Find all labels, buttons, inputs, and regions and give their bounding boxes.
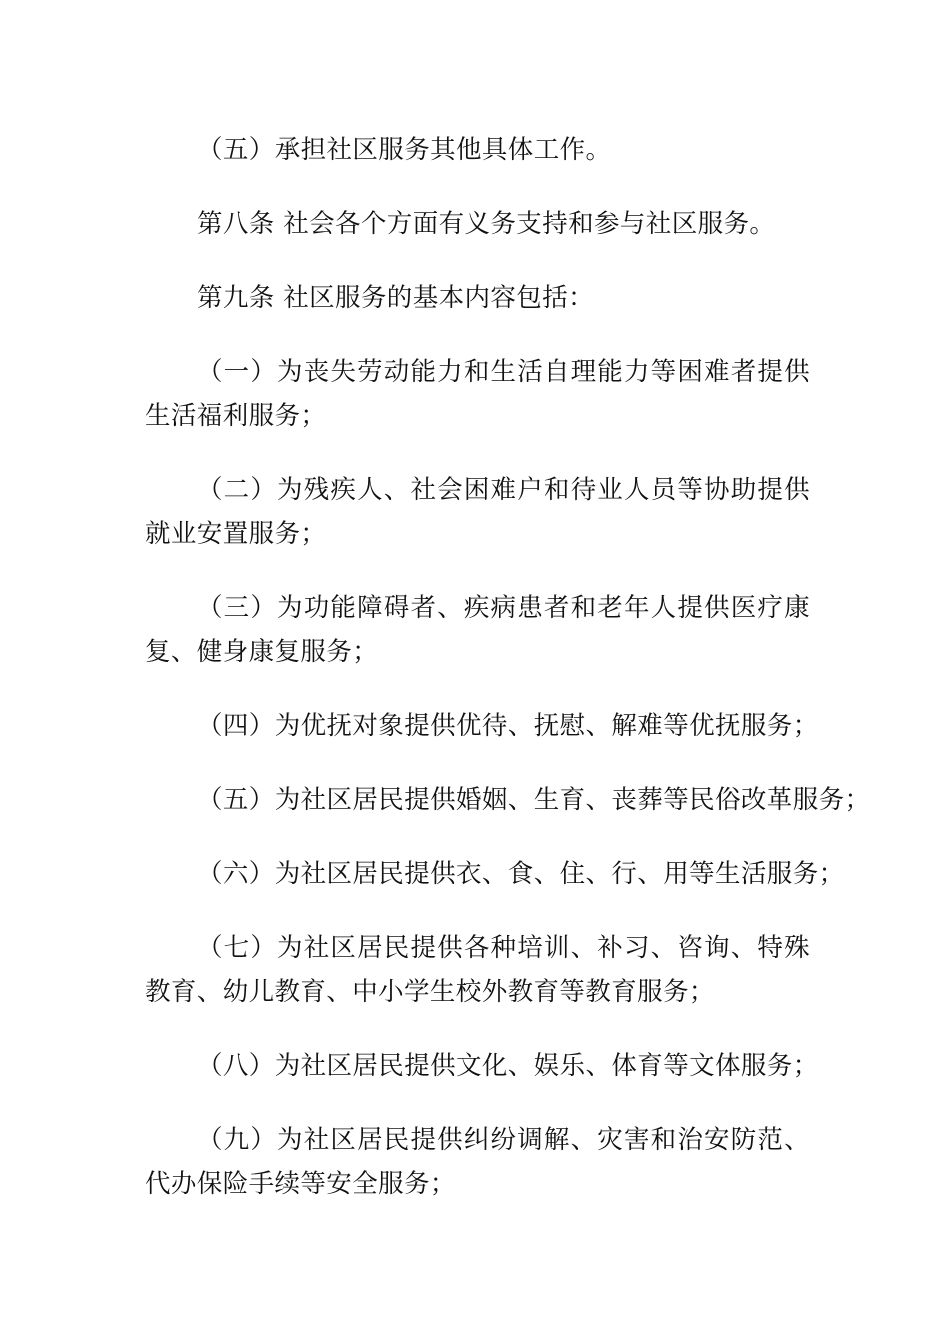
paragraph-item-2: （二）为残疾人、社会困难户和待业人员等协助提供就业安置服务； xyxy=(145,475,810,549)
paragraph-item-4: （四）为优抚对象提供优待、抚慰、解难等优抚服务； xyxy=(197,711,819,741)
document-body xyxy=(145,128,871,1236)
paragraph-item-8: （八）为社区居民提供文化、娱乐、体育等文体服务； xyxy=(197,1051,819,1081)
paragraph-item-9: （九）为社区居民提供纠纷调解、灾害和治安防范、代办保险手续等安全服务； xyxy=(145,1125,810,1199)
paragraph-article-8: 第八条 社会各个方面有义务支持和参与社区服务。 xyxy=(197,209,776,239)
paragraph-item-6: （六）为社区居民提供衣、食、住、行、用等生活服务； xyxy=(197,859,845,889)
paragraph-item-5-duty: （五）承担社区服务其他具体工作。 xyxy=(197,135,612,165)
paragraph-article-9: 第九条 社区服务的基本内容包括： xyxy=(197,283,595,313)
paragraph-item-1: （一）为丧失劳动能力和生活自理能力等困难者提供生活福利服务； xyxy=(145,357,810,431)
paragraph-item-5: （五）为社区居民提供婚姻、生育、丧葬等民俗改革服务； xyxy=(197,785,871,815)
paragraph-item-3: （三）为功能障碍者、疾病患者和老年人提供医疗康复、健身康复服务； xyxy=(145,593,810,667)
paragraph-item-7: （七）为社区居民提供各种培训、补习、咨询、特殊教育、幼儿教育、中小学生校外教育等教育服务； xyxy=(145,933,810,1007)
